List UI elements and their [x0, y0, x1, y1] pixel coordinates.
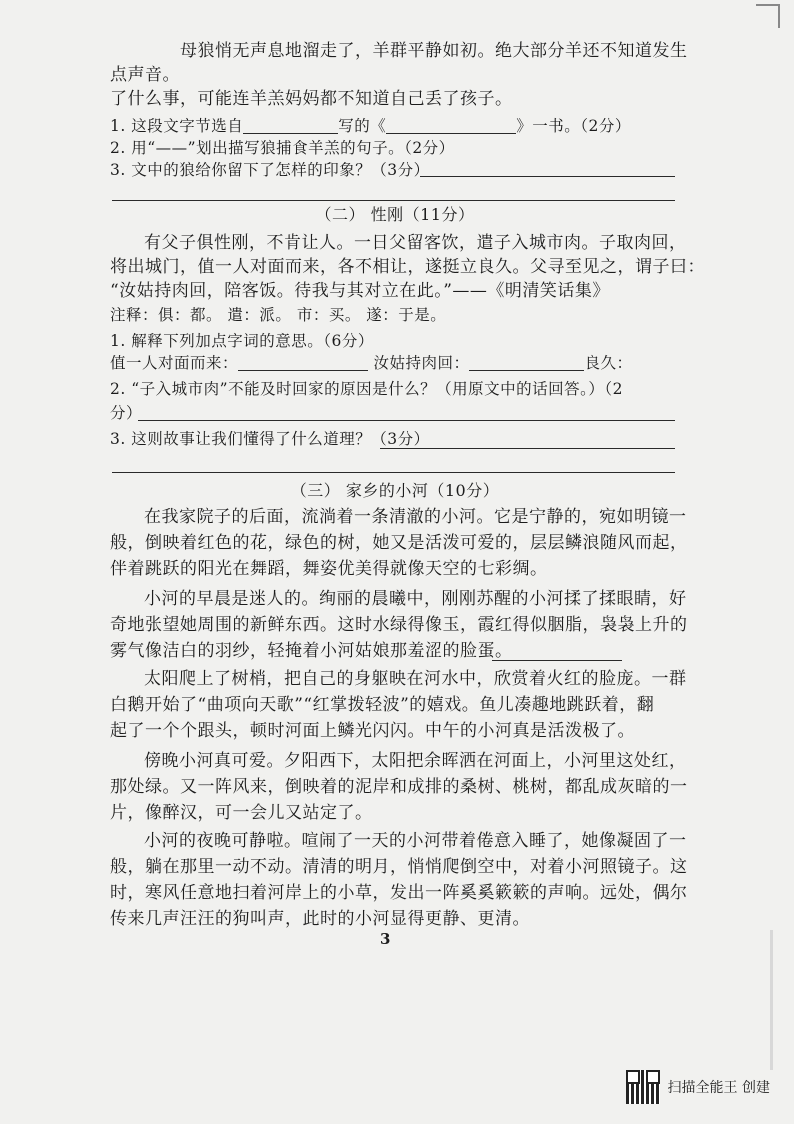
- notes: 注释：俱：都。 遣：派。 市：买。 遂：于是。: [110, 306, 447, 324]
- question-2: 2. 用“——”划出描写狼捕食羊羔的句子。（2分）: [110, 139, 455, 157]
- section-title: （二） 性刚（11分）: [315, 205, 475, 224]
- text-line: 傍晚小河真可爱。夕阳西下，太阳把余晖洒在河面上，小河里这处红，: [144, 751, 687, 771]
- answer-line[interactable]: [138, 420, 675, 421]
- answer-blank[interactable]: [243, 117, 338, 134]
- text-line: 在我家院子的后面，流淌着一条清澈的小河。它是宁静的，宛如明镜一: [144, 507, 687, 527]
- section-title: （三） 家乡的小河（10分）: [290, 481, 500, 500]
- text-line: 传来几声汪汪的狗叫声，此时的小河显得更静、更清。: [110, 909, 530, 929]
- answer-blank[interactable]: [386, 117, 516, 134]
- text-line: 母狼悄无声息地溜走了，羊群平静如初。绝大部分羊还不知道发生: [180, 41, 688, 61]
- text-line: 那处绿。又一阵风来，倒映着的泥岸和成排的桑树、桃树，都乱成灰暗的一: [110, 777, 688, 797]
- text-line: 了什么事，可能连羊羔妈妈都不知道自己丢了孩子。: [110, 89, 513, 109]
- scan-edge: [770, 930, 773, 1070]
- qr-code-icon: [626, 1070, 660, 1104]
- answer-blank[interactable]: [469, 354, 584, 371]
- answer-line[interactable]: [112, 200, 675, 201]
- watermark-text: 扫描全能王 创建: [667, 1080, 770, 1096]
- corner-mark: [756, 4, 780, 28]
- answer-blank[interactable]: [238, 354, 368, 371]
- text-line: 小河的早晨是迷人的。绚丽的晨曦中，刚刚苏醒的小河揉了揉眼睛，好: [144, 589, 687, 609]
- text-line: 白鹅开始了“曲项向天歌”“红掌拨轻波”的嬉戏。鱼儿凑趣地跳跃着，翻: [110, 695, 655, 715]
- text-line: 有父子俱性刚，不肯让人。一日父留客饮，遣子入城市肉。子取肉回，: [144, 233, 687, 253]
- answer-line[interactable]: [492, 660, 622, 661]
- text-line: 点声音。: [110, 65, 180, 85]
- text-line: 片，像醉汉，可一会儿又站定了。: [110, 803, 373, 823]
- page-number: 3: [380, 930, 391, 948]
- text-line: “汝姑持肉回，陪客饭。待我与其对立在此。”——《明清笑话集》: [110, 281, 610, 301]
- text-line: 般，躺在那里一动不动。清清的明月，悄悄爬倒空中，对着小河照镜子。这: [110, 857, 688, 877]
- text-line: 小河的夜晚可静啦。喧闹了一天的小河带着倦意入睡了，她像凝固了一: [144, 831, 687, 851]
- text-line: 雾气像洁白的羽纱，轻掩着小河姑娘那羞涩的脸蛋。: [110, 641, 513, 661]
- question-3: 3. 文中的狼给你留下了怎样的印象？（3分）: [110, 161, 430, 179]
- text-line: 起了一个个跟头，顿时河面上鳞光闪闪。中午的小河真是活泼极了。: [110, 721, 635, 741]
- text-line: 时，寒风任意地扫着河岸上的小草，发出一阵奚奚簌簌的声响。远处，偶尔: [110, 883, 688, 903]
- answer-line[interactable]: [380, 448, 675, 449]
- text-line: 奇地张望她周围的新鲜东西。这时水绿得像玉，霞红得似胭脂，袅袅上升的: [110, 615, 688, 635]
- question-1: 1. 解释下列加点字词的意思。（6分）: [110, 332, 374, 350]
- question-2-tail: 分）: [110, 404, 143, 422]
- answer-line[interactable]: [112, 472, 675, 473]
- text-line: 伴着跳跃的阳光在舞蹈，舞姿优美得就像天空的七彩绸。: [110, 559, 548, 579]
- scanner-watermark: [626, 1070, 770, 1104]
- text-line: 将出城门，值一人对面而来，各不相让，遂挺立良久。父寻至见之，谓子曰：: [110, 257, 705, 277]
- answer-line[interactable]: [420, 176, 675, 177]
- text-line: 太阳爬上了树梢，把自己的身躯映在河水中，欣赏着火红的脸庞。一群: [144, 669, 687, 689]
- question-1-items: 值一人对面而来： 汝姑持肉回： 良久：: [110, 354, 633, 372]
- question-2: 2. “子入城市肉”不能及时回家的原因是什么？（用原文中的话回答。）（2: [110, 380, 623, 398]
- question-3: 3. 这则故事让我们懂得了什么道理？（3分）: [110, 430, 430, 448]
- question-1: 1. 这段文字节选自 写的《 》一书。（2分）: [110, 117, 631, 135]
- text-line: 般，倒映着红色的花，绿色的树，她又是活泼可爱的，层层鳞浪随风而起，: [110, 533, 688, 553]
